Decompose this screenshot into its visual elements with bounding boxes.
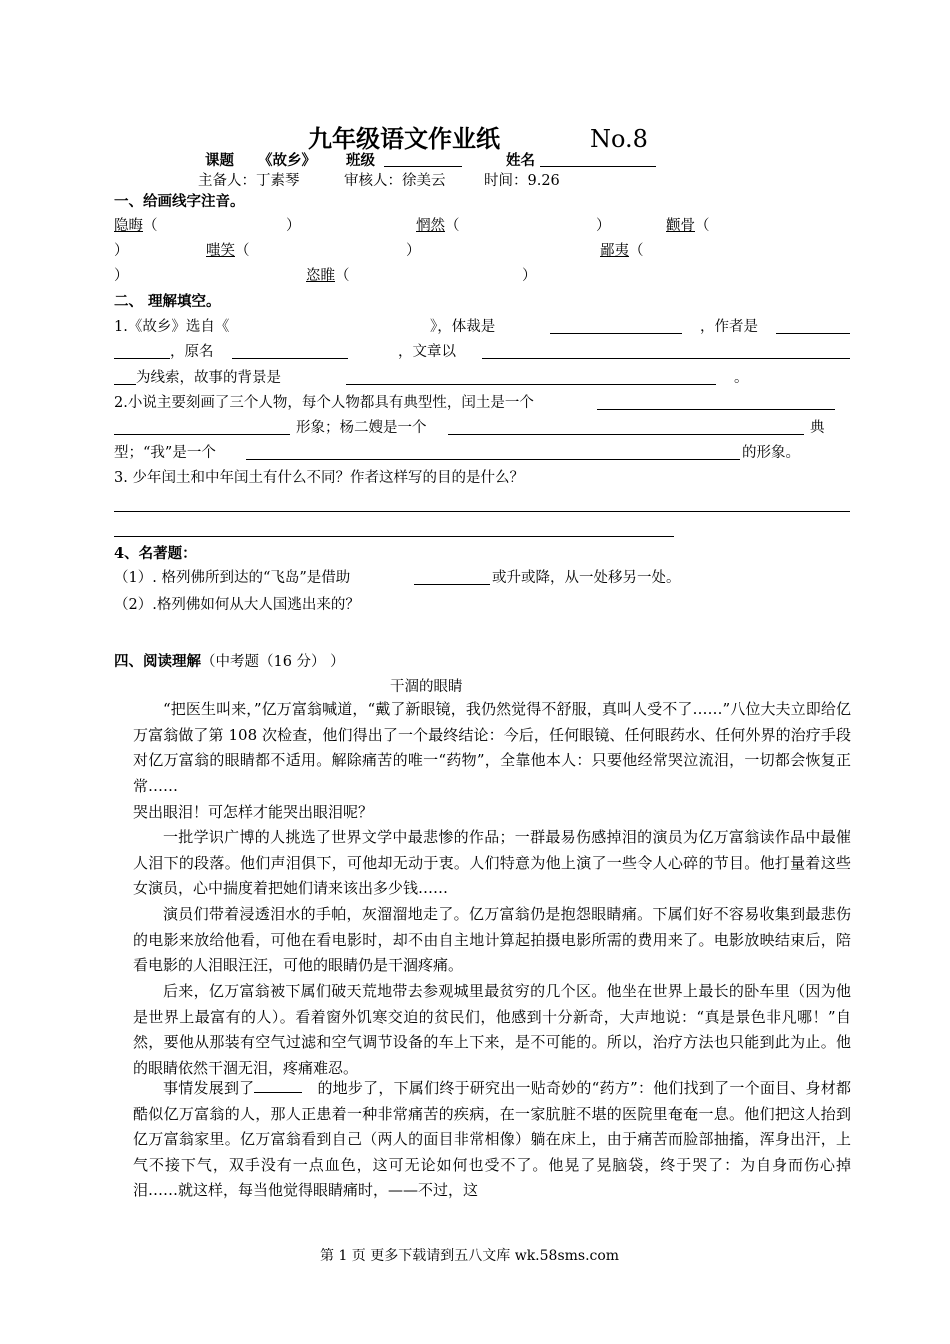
- author-blank-cont[interactable]: [114, 358, 170, 359]
- q1-text-a: 1.《故乡》选自《: [114, 319, 230, 335]
- original-name-blank[interactable]: [232, 358, 348, 359]
- passage-title: 干涸的眼睛: [390, 679, 463, 695]
- pinyin-close: ）: [114, 243, 129, 259]
- q2-text-b: 形象；杨二嫂是一个: [296, 420, 427, 436]
- pinyin-word: 鄙夷: [600, 243, 629, 259]
- pinyin-close: ）: [522, 268, 537, 284]
- pinyin-close: ）: [596, 218, 611, 234]
- background-blank[interactable]: [346, 384, 716, 385]
- narrator-blank[interactable]: [246, 459, 740, 460]
- reviewer: 审核人：徐美云: [344, 173, 446, 189]
- pinyin-item: 嗤笑（: [206, 243, 250, 259]
- topic-label: 课题: [205, 152, 234, 169]
- runtu-blank[interactable]: [597, 409, 835, 410]
- pinyin-item: 鄙夷（: [600, 243, 644, 259]
- pinyin-word: 惘然: [416, 218, 445, 234]
- flying-island-blank[interactable]: [414, 584, 490, 585]
- preparer: 主备人：丁素琴: [198, 173, 300, 189]
- pinyin-item: 隐晦（: [114, 218, 158, 234]
- passage-paragraph: “把医生叫来，”亿万富翁喊道，“戴了新眼镜，我仍然觉得不舒服，真叫人受不了……”八位大夫立即给亿万富翁做了第 108 次检查，他们得出了一个最终结论：今后，任何眼镜、任何眼药水、任何外界的治疗手段对亿万富翁的眼睛都不适用。解除痛苦的唯一“药物”，全靠他本人：只要他经常哭泣流泪，一切都会恢复正常……: [133, 700, 851, 795]
- q1-text-g: 。: [734, 370, 749, 386]
- pinyin-close: ）: [406, 243, 421, 259]
- extent-blank[interactable]: [254, 1077, 302, 1093]
- clue-blank[interactable]: [482, 358, 850, 359]
- q1-text-d: ，原名: [170, 344, 214, 360]
- classic-q2: （2）.格列佛如何从大人国逃出来的？: [114, 597, 360, 613]
- answer-line[interactable]: [114, 536, 674, 537]
- answer-line[interactable]: [114, 511, 850, 512]
- runtu-blank-cont[interactable]: [114, 434, 290, 435]
- q3-text: 3. 少年闰土和中年闰土有什么不同？作者这样写的目的是什么？: [114, 470, 524, 486]
- q1-text-f: 为线索，故事的背景是: [136, 370, 281, 386]
- name-label: 姓名: [506, 152, 535, 169]
- author-blank[interactable]: [776, 333, 850, 334]
- reading-heading-note: （中考题（16 分） ）: [201, 654, 345, 670]
- q2-text-c: 典: [810, 420, 825, 436]
- section1-heading: 一、给画线字注音。: [114, 193, 245, 210]
- section2-heading: 二、 理解填空。: [114, 293, 221, 310]
- clue-blank-cont[interactable]: [114, 384, 136, 385]
- pinyin-item: 惘然（: [416, 218, 460, 234]
- classic-q1-b: 或升或降，从一处移另一处。: [492, 570, 681, 586]
- passage-paragraph: 一批学识广博的人挑选了世界文学中最悲惨的作品；一群最易伤感掉泪的演员为亿万富翁读作品中最催人泪下的段落。他们声泪俱下，可他却无动于衷。人们特意为他上演了一些令人心碎的节目。他打量着这些女演员，心中揣度着把她们请来该出多少钱……: [133, 828, 851, 898]
- name-blank[interactable]: [540, 166, 656, 167]
- page-footer: 第 1 页 更多下载请到五八文库 wk.58sms.com: [320, 1248, 620, 1264]
- q1-text-c: ，作者是: [700, 319, 758, 335]
- section4-heading: 4、名著题：: [114, 545, 197, 562]
- passage-paragraph: 哭出眼泪！可怎样才能哭出眼泪呢？: [133, 803, 374, 821]
- passage-paragraph: 后来，亿万富翁被下属们破天荒地带去参观城里最贫穷的几个区。他坐在世界上最长的卧车里（因为他是世界上最富有的人）。看着窗外饥寒交迫的贫民们，他感到十分新奇，大声地说：“真是景色非凡哪！”自然，要他从那装有空气过滤和空气调节设备的车上下来，是不可能的。所以，治疗方法也只能到此为止。他的眼睛依然干涸无泪，疼痛难忍。: [133, 982, 851, 1077]
- reading-heading: 四、阅读理解: [114, 653, 201, 670]
- page-title: 九年级语文作业纸: [308, 124, 500, 153]
- pinyin-close: ）: [286, 218, 301, 234]
- q1-text-b: 》，体裁是: [430, 319, 496, 335]
- pinyin-word: 恣睢: [306, 268, 335, 284]
- passage-paragraph: 事情发展到了 的地步了，下属们终于研究出一贴奇妙的“药方”：他们找到了一个面目、身材都酷似亿万富翁的人，那人正患着一种非常痛苦的疾病，在一家肮脏不堪的医院里奄奄一息。他们把这人抬到亿万富翁家里。亿万富翁看到自己（两人的面目非常相像）躺在床上，由于痛苦而脸部抽搐，浑身出汗，上气不接下气，双手没有一点血色，这可无论如何也受不了。他晃了晃脑袋，终于哭了：为自身而伤心掉泪……就这样，每当他觉得眼睛痛时，——不过，这: [133, 1079, 851, 1200]
- sheet-number: No.8: [590, 125, 648, 153]
- pinyin-word: 颧骨: [666, 218, 695, 234]
- pinyin-item: 恣睢（: [306, 268, 350, 284]
- class-blank[interactable]: [384, 166, 462, 167]
- q1-text-e: ，文章以: [398, 344, 456, 360]
- pinyin-item: 颧骨（: [666, 218, 710, 234]
- pinyin-word: 隐晦: [114, 218, 143, 234]
- class-label: 班级: [346, 152, 375, 169]
- topic-value: 《故乡》: [258, 152, 316, 169]
- pinyin-word: 嗤笑: [206, 243, 235, 259]
- reading-heading-row: [114, 652, 345, 672]
- pinyin-close: ）: [114, 268, 129, 284]
- q2-text-d: 型；“我”是一个: [114, 445, 216, 461]
- date: 时间：9.26: [484, 173, 560, 189]
- q2-text-e: 的形象。: [742, 445, 800, 461]
- yang-blank[interactable]: [448, 434, 804, 435]
- q2-text-a: 2.小说主要刻画了三个人物，每个人物都具有典型性，闰土是一个: [114, 395, 534, 411]
- genre-blank[interactable]: [550, 333, 682, 334]
- classic-q1-a: （1）. 格列佛所到达的“飞岛”是借助: [114, 570, 351, 586]
- passage-paragraph: 演员们带着浸透泪水的手帕，灰溜溜地走了。亿万富翁仍是抱怨眼睛痛。下属们好不容易收集到最悲伤的电影来放给他看，可他在看电影时，却不由自主地计算起拍摄电影所需的费用来了。电影放映结束后，陪看电影的人泪眼汪汪，可他的眼睛仍是干涸疼痛。: [133, 905, 851, 975]
